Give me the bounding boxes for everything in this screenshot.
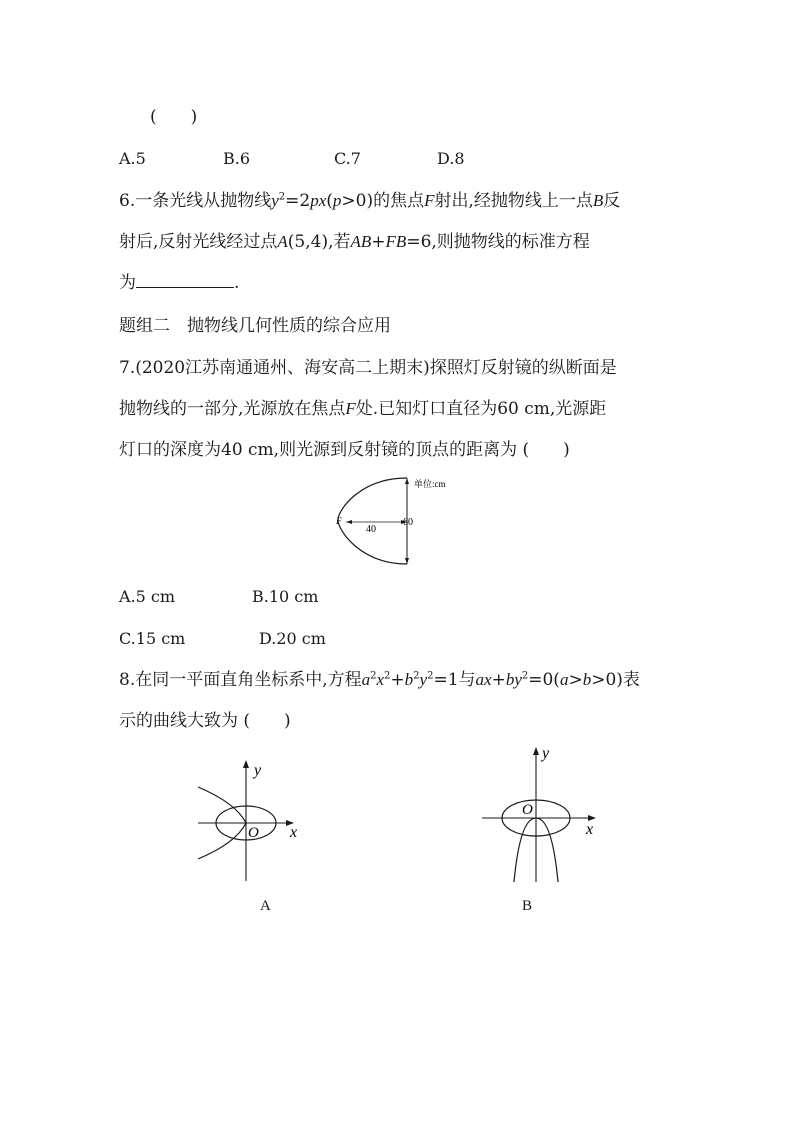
depth-label: 40 (366, 524, 376, 535)
y-axis-label: y (542, 745, 550, 762)
q5-option-c: C.7 (334, 149, 361, 168)
q8-figure-a-caption: A (260, 898, 271, 914)
q8-line-2: 示的曲线大致为 ( ) (119, 711, 291, 731)
q7-option-c: C.15 cm (119, 629, 186, 648)
q8-figure-a (190, 755, 310, 885)
q7-line-3: 灯口的深度为40 cm,则光源到反射镜的顶点的距离为 ( ) (119, 440, 570, 460)
q8-figure-b (476, 742, 604, 887)
q5-option-d: D.8 (437, 149, 465, 168)
diameter-arrow-bottom (405, 558, 409, 564)
x-axis-label: x (290, 824, 298, 841)
q5-option-b: B.6 (223, 149, 251, 168)
origin-label: O (522, 802, 533, 818)
reflector-figure (330, 470, 480, 572)
q6-line-3: 为 . (119, 273, 240, 293)
focus-label: F (336, 516, 342, 526)
q6-line-1: 6.一条光线从抛物线$y^2=2px(p>0)$的焦点F射出,经抛物线上一点B反 (119, 191, 621, 211)
parabola-curve (338, 478, 407, 564)
y-axis-label: y (254, 762, 262, 779)
origin-label: O (248, 825, 259, 841)
section-title: 题组二 抛物线几何性质的综合应用 (119, 316, 391, 336)
q5-answer-paren: ( ) (150, 107, 198, 127)
diameter-label: 60 (403, 517, 413, 528)
q7-option-d: D.20 cm (259, 629, 326, 648)
q7-line-2: 抛物线的一部分,光源放在焦点F处.已知灯口直径为60 cm,光源距 (119, 399, 607, 419)
diameter-arrow-top (405, 478, 409, 484)
y-axis-arrow (243, 760, 249, 768)
q6-line-2: 射后,反射光线经过点A(5,4),若AB+FB=6,则抛物线的标准方程 (119, 232, 590, 252)
depth-arrow-left (346, 520, 352, 524)
q7-option-a: A.5 cm (119, 587, 176, 606)
q7-line-1: 7.(2020江苏南通通州、海安高二上期末)探照灯反射镜的纵断面是 (119, 358, 617, 378)
x-axis-label: x (586, 821, 594, 838)
q7-option-b: B.10 cm (252, 587, 319, 606)
q8-line-1: 8.在同一平面直角坐标系中,方程$a^2x^2+b^2y^2=1$与$ax+by^2=0(a>b>0)$表 (119, 670, 640, 690)
unit-label: 单位:cm (414, 479, 446, 489)
q8-figure-b-caption: B (522, 898, 533, 914)
answer-blank (136, 271, 234, 288)
y-axis-arrow (533, 747, 539, 755)
q5-option-a: A.5 (119, 149, 146, 168)
